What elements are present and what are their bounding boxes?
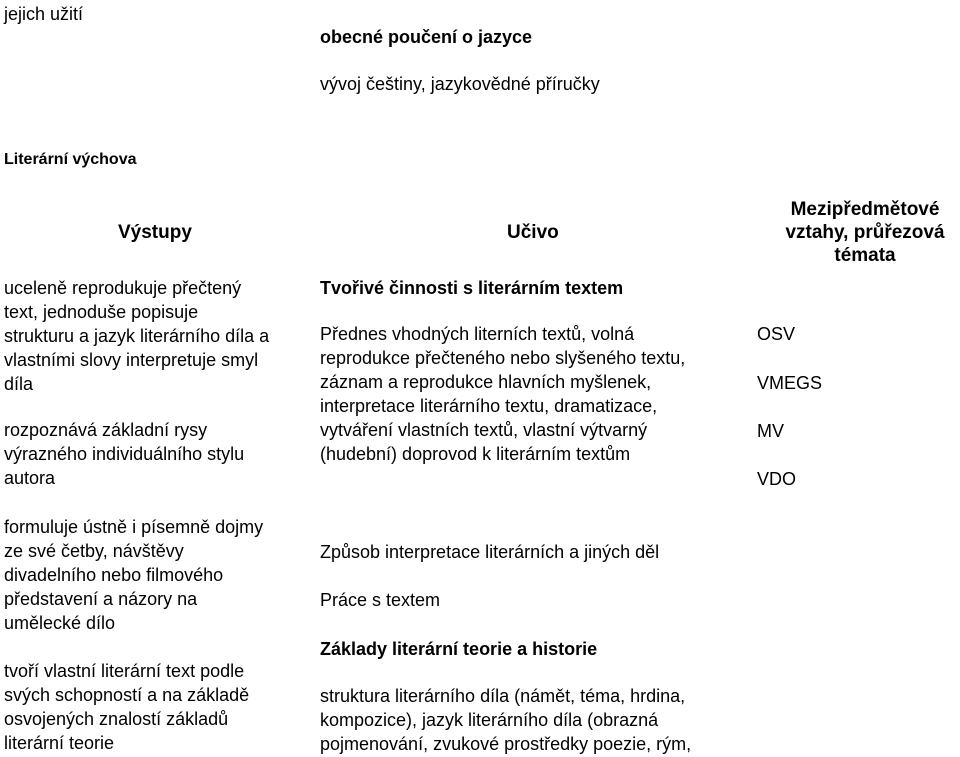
content-heading-1: Tvořivé činnosti s literárním textem <box>320 278 624 298</box>
output-line: svých schopností a na základě <box>4 685 250 705</box>
output-line: tvoří vlastní literární text podle <box>4 661 245 681</box>
output-block-1 <box>4 276 269 396</box>
top-fragment: jejich užití <box>4 4 84 24</box>
content-line: (hudební) doprovod k literárním textům <box>320 444 631 464</box>
output-line: autora <box>4 468 56 488</box>
top-subline: vývoj češtiny, jazykovědné příručky <box>320 74 600 94</box>
content-line-interpretation: Způsob interpretace literárních a jiných děl <box>320 542 660 562</box>
header-cross-topics-line3: témata <box>834 245 896 266</box>
content-line-text-work: Práce s textem <box>320 590 441 610</box>
top-heading: obecné poučení o jazyce <box>320 27 533 47</box>
header-cross-topics-line2: vztahy, průřezová <box>785 222 945 243</box>
output-line: vlastními slovy interpretuje smyl <box>4 350 259 370</box>
content-heading-2: Základy literární teorie a historie <box>320 639 598 659</box>
cross-topic-osv: OSV <box>757 324 796 344</box>
output-line: osvojených znalostí základů <box>4 709 229 729</box>
output-line: rozpoznává základní rysy <box>4 420 208 440</box>
cross-topic-vmegs: VMEGS <box>757 373 823 393</box>
section-title: Literární výchova <box>4 151 137 168</box>
cross-topic-vdo: VDO <box>757 469 797 489</box>
output-block-4 <box>4 659 249 755</box>
output-line: ze své četby, návštěvy <box>4 541 184 561</box>
content-line: reprodukce přečteného nebo slyšeného textu, <box>320 348 686 368</box>
output-line: díla <box>4 374 34 394</box>
content-paragraph-2 <box>320 684 691 756</box>
header-content: Učivo <box>507 222 559 243</box>
content-line: Přednes vhodných literních textů, volná <box>320 324 635 344</box>
content-paragraph-1 <box>320 322 685 466</box>
output-line: uceleně reprodukuje přečtený <box>4 278 242 298</box>
content-line: záznam a reprodukce hlavních myšlenek, <box>320 372 652 392</box>
header-outputs: Výstupy <box>118 222 192 243</box>
output-line: divadelního nebo filmového <box>4 565 224 585</box>
header-cross-topics <box>770 198 960 267</box>
content-line: kompozice), jazyk literárního díla (obrazná <box>320 710 659 730</box>
cross-topic-mv: MV <box>757 421 784 441</box>
content-line: vytváření vlastních textů, vlastní výtvarný <box>320 420 648 440</box>
output-line: formuluje ústně i písemně dojmy <box>4 517 264 537</box>
output-line: literární teorie <box>4 733 115 753</box>
output-line: strukturu a jazyk literárního díla a <box>4 326 270 346</box>
output-block-2 <box>4 418 244 490</box>
output-block-3 <box>4 515 263 635</box>
content-line: pojmenování, zvukové prostředky poezie, rým, <box>320 734 692 754</box>
output-line: text, jednoduše popisuje <box>4 302 199 322</box>
output-line: umělecké dílo <box>4 613 116 633</box>
content-line: struktura literárního díla (námět, téma, hrdina, <box>320 686 686 706</box>
header-cross-topics-line1: Mezipředmětové <box>790 199 940 220</box>
output-line: výrazného individuálního stylu <box>4 444 245 464</box>
output-line: představení a názory na <box>4 589 198 609</box>
content-line: interpretace literárního textu, dramatizace, <box>320 396 658 416</box>
